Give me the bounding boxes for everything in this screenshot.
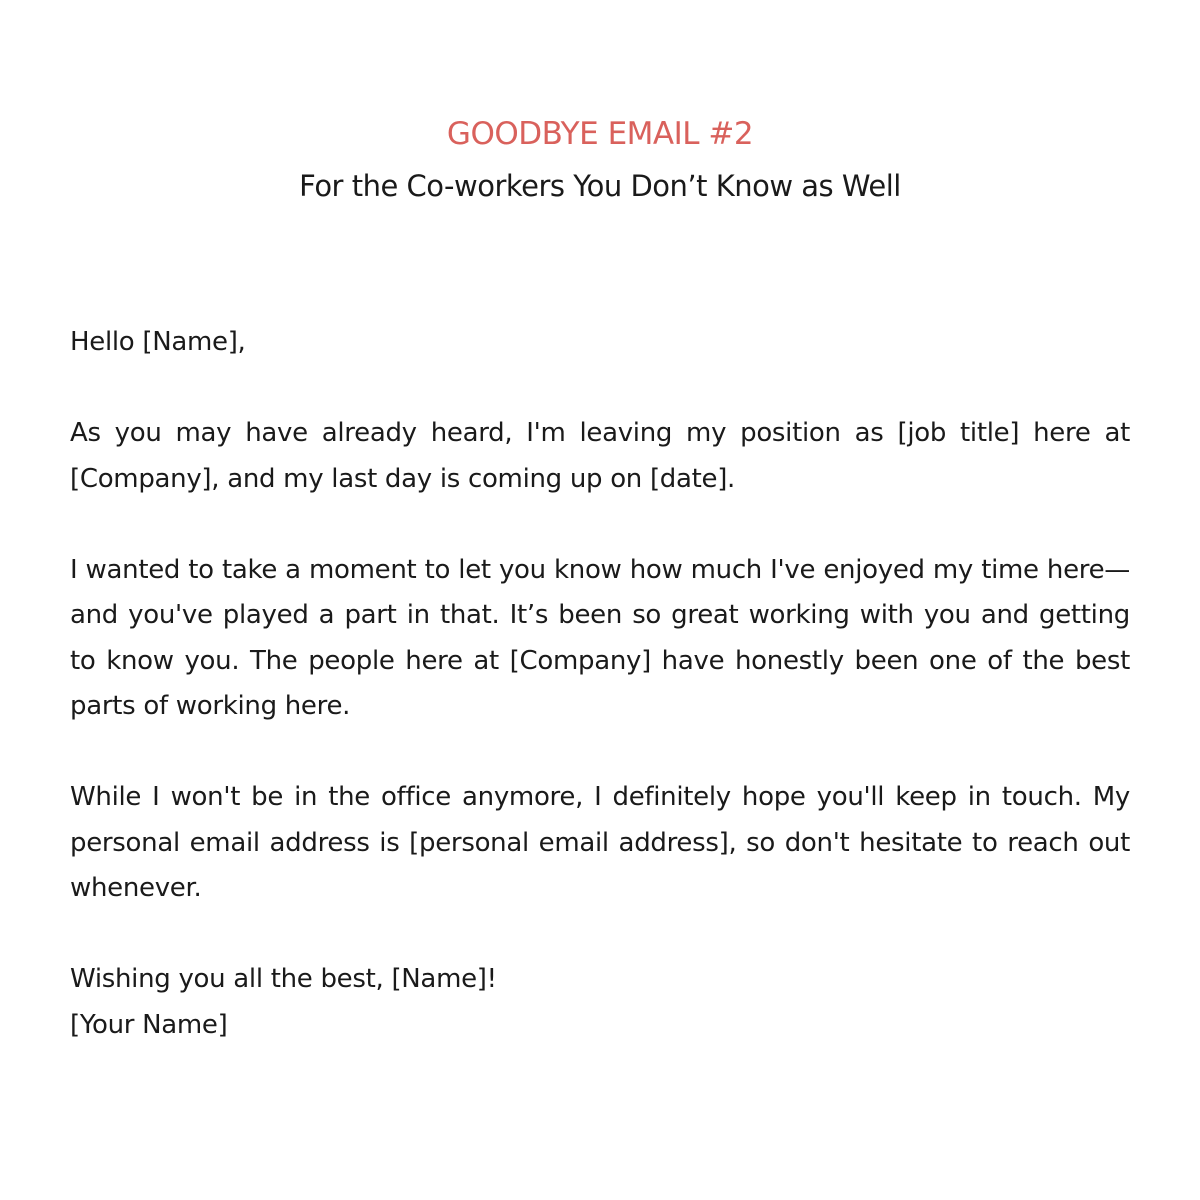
paragraph-spacer	[70, 502, 1130, 548]
page-subtitle: For the Co-workers You Don’t Know as Well	[299, 169, 901, 203]
paragraph-spacer	[70, 730, 1130, 776]
page-title: GOODBYE EMAIL #2	[446, 116, 754, 152]
paragraph-appreciation: I wanted to take a moment to let you know how much I've enjoyed my time here—and you've played a part in that. It’s been so great working with you and getting to know you. The people here at [Company] have honestly been one of the best parts of working here.	[70, 554, 1130, 721]
paragraph-spacer	[70, 366, 1130, 412]
email-body	[70, 320, 1130, 1048]
greeting: Hello [Name],	[70, 327, 246, 357]
paragraph-leaving: As you may have already heard, I'm leaving my position as [job title] here at [Company], and my last day is coming up on [date].	[70, 418, 1130, 494]
signature-line: [Your Name]	[70, 1009, 228, 1040]
closing-line: Wishing you all the best, [Name]!	[70, 964, 497, 994]
paragraph-spacer	[70, 912, 1130, 958]
paragraph-keep-in-touch: While I won't be in the office anymore, I definitely hope you'll keep in touch. My personal email address is [personal email address], so don't hesitate to reach out whenever.	[70, 782, 1130, 903]
